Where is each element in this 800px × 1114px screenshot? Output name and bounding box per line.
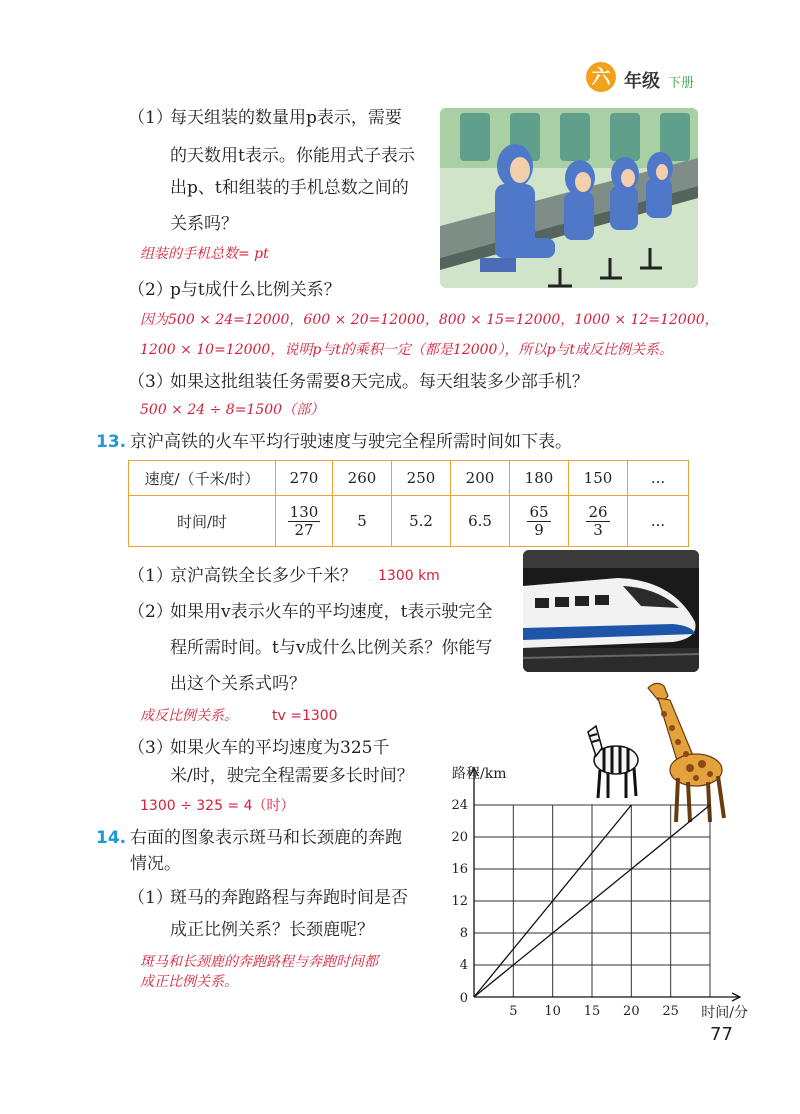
table-cell: 200 bbox=[451, 461, 510, 496]
table-cell: 260 bbox=[333, 461, 392, 496]
table-cell: ... bbox=[628, 461, 689, 496]
q14-part1-answer-line1: 斑马和长颈鹿的奔跑路程与奔跑时间都 bbox=[140, 954, 378, 970]
x-tick-label: 5 bbox=[509, 1004, 518, 1019]
fraction-numerator: 65 bbox=[529, 502, 549, 521]
y-tick-label: 20 bbox=[451, 830, 468, 845]
q12-part3-text: 如果这批组装任务需要8天完成。每天组装多少部手机？ bbox=[170, 372, 589, 392]
q13-part2-answer-b: tv =1300 bbox=[272, 708, 338, 724]
grade-text: 年级 bbox=[624, 71, 660, 92]
q13-part2-line2: 程所需时间。t与v成什么比例关系？你能写 bbox=[170, 638, 493, 658]
table-cell bbox=[569, 496, 628, 547]
q13-part1-answer: 1300 km bbox=[378, 568, 440, 584]
table-cell: 270 bbox=[276, 461, 333, 496]
fraction-denominator: 3 bbox=[593, 520, 603, 539]
x-tick-label: 25 bbox=[662, 1004, 679, 1019]
fraction bbox=[586, 504, 609, 539]
x-tick-label: 10 bbox=[544, 1004, 561, 1019]
distance-time-chart-svg bbox=[430, 760, 750, 1030]
fraction bbox=[288, 504, 321, 539]
fraction-numerator: 130 bbox=[289, 502, 319, 521]
q12-part1-line2: 的天数用t表示。你能用式子表示 bbox=[170, 146, 415, 166]
q14-part1-label: （1） bbox=[128, 888, 173, 908]
q12-part1-line4: 关系吗？ bbox=[170, 214, 238, 234]
q12-part2-text: p与t成什么比例关系？ bbox=[170, 280, 341, 300]
q13-part3-line2: 米/时，驶完全程需要多长时间？ bbox=[170, 766, 414, 786]
q13-number: 13. bbox=[96, 432, 127, 452]
q14-part1-answer-line2: 成正比例关系。 bbox=[140, 974, 238, 990]
table-cell: 180 bbox=[510, 461, 569, 496]
q12-part1-line1: 每天组装的数量用p表示，需要 bbox=[170, 108, 402, 128]
table-cell: 250 bbox=[392, 461, 451, 496]
table-cell bbox=[276, 496, 333, 547]
q14-part1-line2: 成正比例关系？长颈鹿呢？ bbox=[170, 920, 374, 940]
q14-stem-line1: 右面的图象表示斑马和长颈鹿的奔跑 bbox=[130, 828, 402, 848]
q14-part1-line1: 斑马的奔跑路程与奔跑时间是否 bbox=[170, 888, 408, 908]
fraction-denominator: 9 bbox=[534, 520, 544, 539]
y-axis-label: 路程/km bbox=[452, 766, 507, 782]
table-header-speed: 速度/（千米/时） bbox=[129, 461, 276, 496]
speed-time-table bbox=[128, 460, 689, 547]
q13-part2-line1: 如果用v表示火车的平均速度，t表示驶完全 bbox=[170, 602, 493, 622]
origin-label: 0 bbox=[459, 991, 468, 1006]
q13-part1-text: 京沪高铁全长多少千米？ bbox=[170, 566, 357, 586]
grade-badge: 六 bbox=[586, 62, 616, 92]
page-number: 77 bbox=[710, 1024, 733, 1045]
q13-part2-label: （2） bbox=[128, 602, 173, 622]
table-cell: ... bbox=[628, 496, 689, 547]
y-tick-label: 8 bbox=[459, 926, 468, 941]
q12-part3-label: （3） bbox=[128, 372, 173, 392]
table-header-time: 时间/时 bbox=[129, 496, 276, 547]
q14-number: 14. bbox=[96, 828, 127, 848]
q12-part2-answer-line1: 因为500 × 24=12000，600 × 20=12000，800 × 15=12000，1000 × 12=12000， bbox=[140, 312, 719, 328]
table-cell: 5 bbox=[333, 496, 392, 547]
x-axis-label: 时间/分 bbox=[701, 1005, 748, 1021]
distance-time-chart bbox=[430, 760, 750, 1030]
q13-part1-label: （1） bbox=[128, 566, 173, 586]
q12-part2-label: （2） bbox=[128, 280, 173, 300]
q13-part2-answer-a: 成反比例关系。 bbox=[140, 708, 238, 724]
q13-stem: 京沪高铁的火车平均行驶速度与驶完全程所需时间如下表。 bbox=[130, 432, 572, 452]
table-cell bbox=[510, 496, 569, 547]
fraction-denominator: 27 bbox=[294, 520, 314, 539]
x-tick-label: 20 bbox=[623, 1004, 640, 1019]
q13-part3-answer: 1300 ÷ 325 = 4（时） bbox=[140, 798, 295, 814]
q12-part1-label: （1） bbox=[128, 108, 173, 128]
q12-part1-answer: 组装的手机总数= pt bbox=[140, 246, 269, 262]
table-cell: 6.5 bbox=[451, 496, 510, 547]
q14-stem-line2: 情况。 bbox=[130, 854, 181, 874]
y-tick-label: 4 bbox=[459, 958, 468, 973]
bullet-train-photo bbox=[523, 550, 699, 672]
y-tick-label: 12 bbox=[451, 894, 468, 909]
x-tick-label: 15 bbox=[583, 1004, 601, 1019]
table-cell: 5.2 bbox=[392, 496, 451, 547]
q12-part3-answer: 500 × 24 ÷ 8=1500（部） bbox=[140, 402, 325, 418]
q13-part3-label: （3） bbox=[128, 738, 173, 758]
volume-text: 下册 bbox=[668, 76, 695, 91]
y-tick-label: 24 bbox=[451, 798, 468, 813]
q13-part2-line3: 出这个关系式吗？ bbox=[170, 674, 306, 694]
table-cell: 150 bbox=[569, 461, 628, 496]
q13-part3-line1: 如果火车的平均速度为325千 bbox=[170, 738, 390, 758]
factory-workers-illustration bbox=[440, 108, 698, 288]
y-tick-label: 16 bbox=[451, 862, 468, 877]
q12-part2-answer-line2: 1200 × 10=12000，说明p与t的乘积一定（都是12000），所以p与t成反比例关系。 bbox=[140, 342, 674, 358]
fraction-numerator: 26 bbox=[588, 502, 608, 521]
fraction bbox=[527, 504, 550, 539]
q12-part1-line3: 出p、t和组装的手机总数之间的 bbox=[170, 178, 409, 198]
